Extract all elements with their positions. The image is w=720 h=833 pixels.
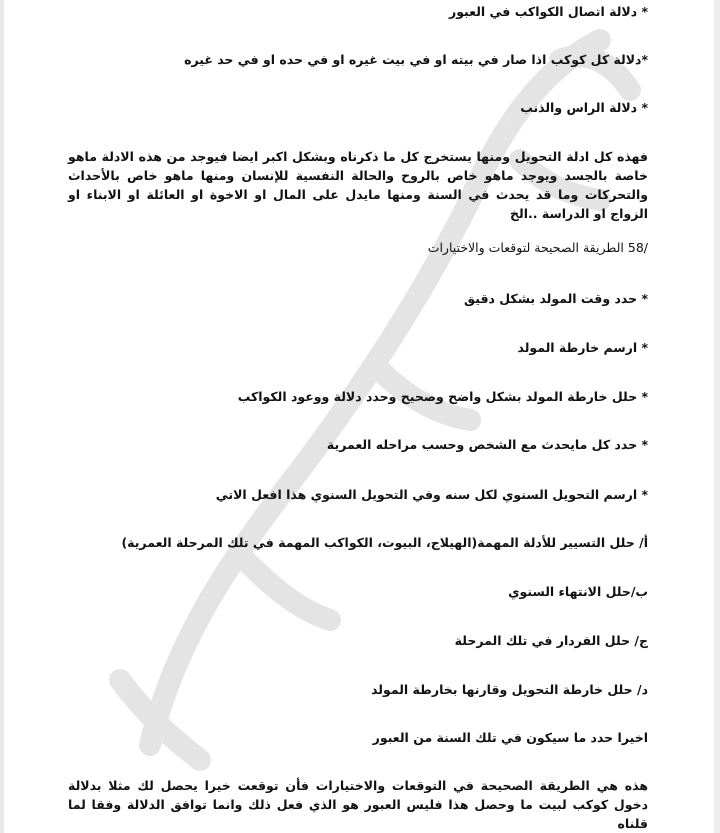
step-analyze-chart: * حلل خارطة المولد بشكل واضح وصحيح وحدد دلالة ووعود الكواكب — [237, 389, 648, 404]
substep-a: أ/ حلل التسيير للأدلة المهمة(الهيلاج، البيوت، الكواكب المهمة في تلك المرحلة العمرية) — [121, 535, 648, 550]
step-birth-time: * حدد وقت المولد بشكل دقيق — [463, 291, 648, 306]
section-58-heading: /58 الطريقة الصحيحة لتوقعات والاختيارات — [427, 240, 648, 255]
step-draw-chart: * ارسم خارطة المولد — [517, 340, 648, 355]
substep-c: ج/ حلل الفردار في تلك المرحلة — [454, 633, 648, 648]
substep-d: د/ حلل خارطة التحويل وقارنها بخارطة المولد — [371, 682, 648, 697]
substep-b: ب/حلل الانتهاء السنوي — [508, 584, 648, 599]
transfer-evidence-paragraph: فهذه كل ادلة التحويل ومنها يستخرج كل ما ذكرناه وبشكل اكبر ايضا فيوجد من هذه الادلة ماهو خاصة بالجسد ويوجد ماهو خاص بالروح والحالة النفسية للإنسان ومنها ماهو خاص بالأحداث والتحركات وما قد يحدث في السنة ومنها مايدل على المال او الاخوة او العائلة او الابناء او الزواج او الدراسة ..الخ — [68, 149, 648, 221]
page-edge-right — [714, 0, 720, 833]
final-step: اخيرا حدد ما سيكون في تلك السنة من العبور — [372, 730, 648, 745]
head-tail-line: * دلالة الراس والذنب — [520, 100, 648, 115]
step-life-stages: * حدد كل مايحدث مع الشخص وحسب مراحله العمرية — [326, 437, 648, 452]
step-annual-transfer: * ارسم التحويل السنوي لكل سنه وفي التحويل السنوي هذا افعل الاتي — [215, 487, 648, 502]
page-edge-left — [0, 0, 4, 833]
conclusion-paragraph: هذه هي الطريقة الصحيحة في التوقعات والاختيارات فأن توقعت خيرا يحصل لك مثلا بدلالة دخول كوكب لبيت ما وحصل هذا فليس العبور هو الذي فعل ذلك وانما توافق الدلالة وفقا لما قلناه — [68, 778, 648, 831]
transit-planets-connection-line: * دلالة اتصال الكواكب في العبور — [449, 4, 648, 19]
planet-house-line: *دلالة كل كوكب اذا صار في بيته او في بيت غيره او في حده او في حد غيره — [184, 52, 648, 67]
